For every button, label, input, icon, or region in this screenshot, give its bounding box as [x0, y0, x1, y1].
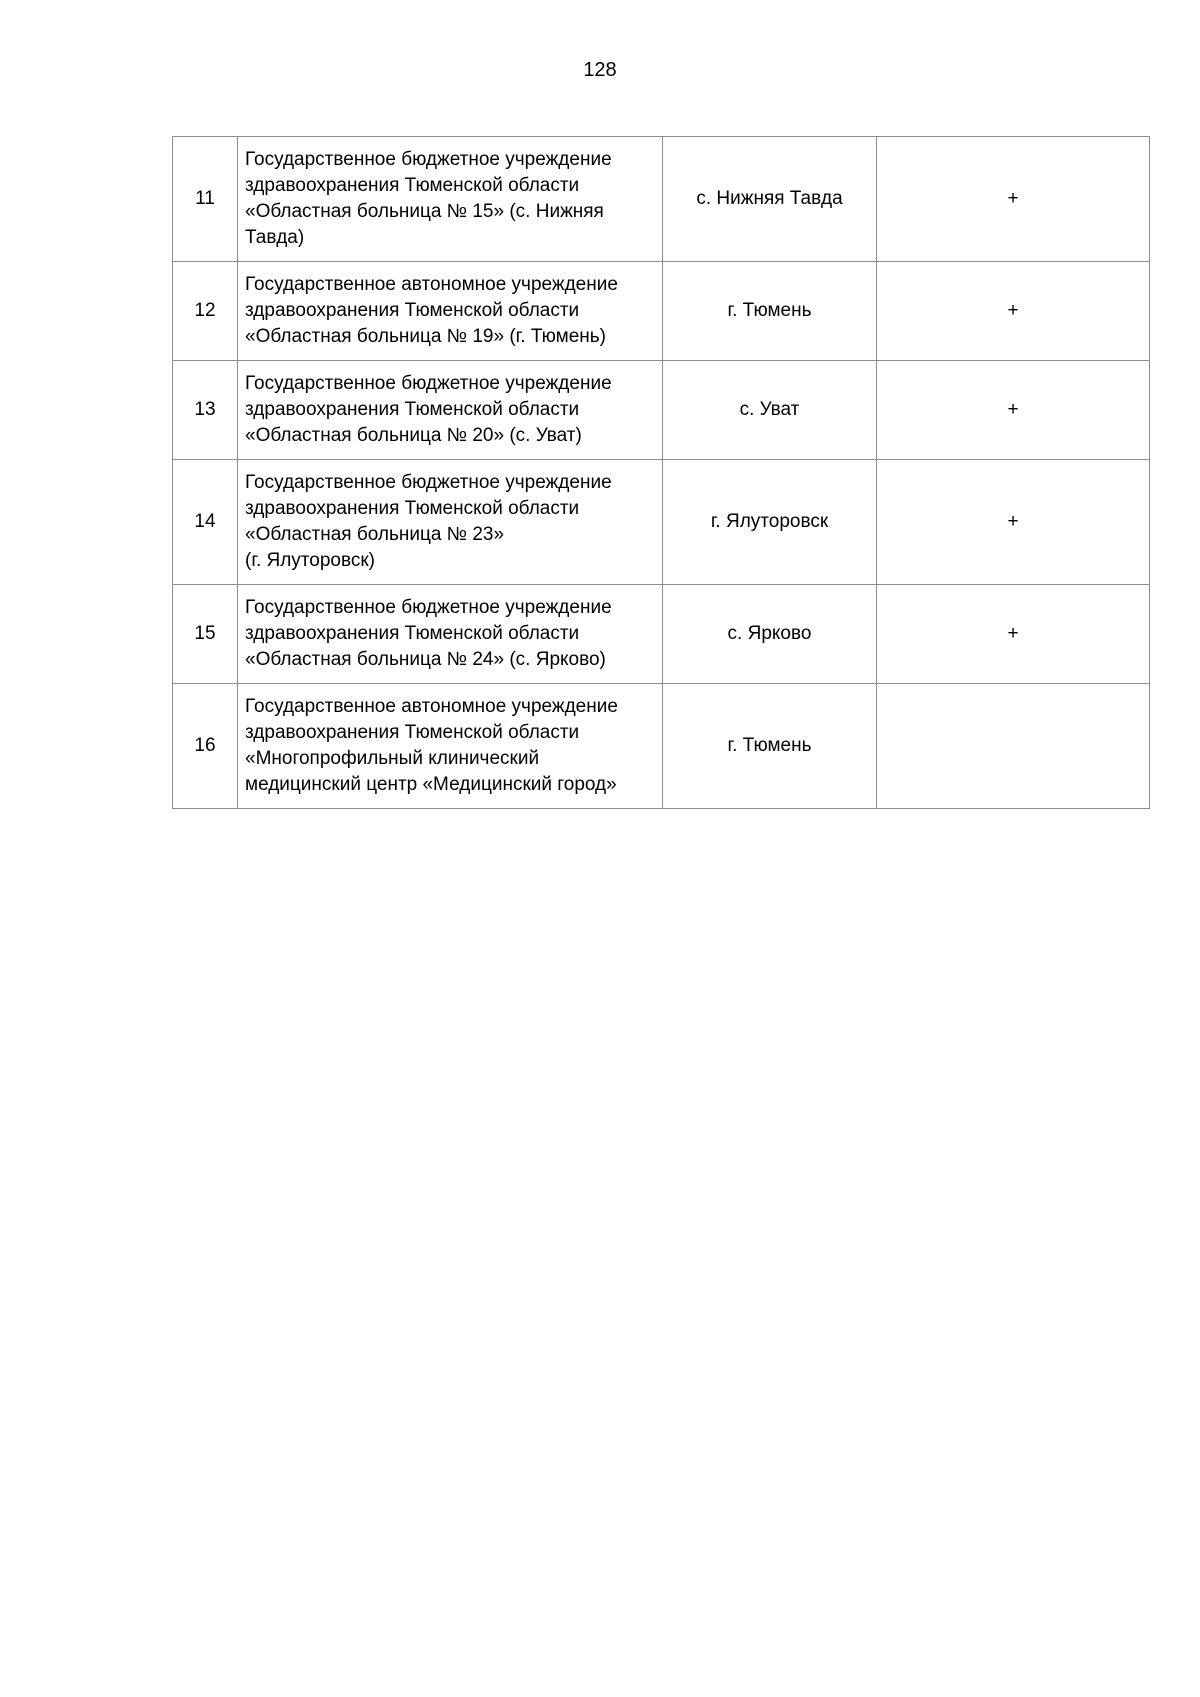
- facilities-table: [172, 136, 1150, 809]
- facility-name-line: Государственное бюджетное учреждение: [245, 597, 612, 618]
- table-row: [173, 361, 1150, 460]
- facility-name-line: Государственное бюджетное учреждение: [245, 373, 612, 394]
- facility-name-line: «Областная больница № 20» (с. Уват): [245, 425, 582, 446]
- facility-name-line: «Областная больница № 15» (с. Нижняя: [245, 201, 604, 222]
- facility-location: с. Нижняя Тавда: [663, 137, 877, 262]
- facility-name: [238, 585, 663, 684]
- facility-name-line: (г. Ялуторовск): [245, 550, 376, 571]
- facility-name-line: здравоохранения Тюменской области: [245, 175, 580, 196]
- facility-name-line: «Областная больница № 23»: [245, 524, 505, 545]
- table-row: [173, 585, 1150, 684]
- facility-name-line: здравоохранения Тюменской области: [245, 498, 580, 519]
- facility-name-line: здравоохранения Тюменской области: [245, 300, 580, 321]
- row-number: 15: [173, 585, 238, 684]
- facility-mark: +: [877, 585, 1150, 684]
- row-number: 14: [173, 460, 238, 585]
- facility-location: с. Уват: [663, 361, 877, 460]
- table-row: [173, 137, 1150, 262]
- facility-mark: +: [877, 262, 1150, 361]
- facility-mark: +: [877, 460, 1150, 585]
- facility-name: [238, 684, 663, 809]
- facility-name-line: «Областная больница № 19» (г. Тюмень): [245, 326, 606, 347]
- facility-location: г. Ялуторовск: [663, 460, 877, 585]
- facility-name-line: «Многопрофильный клинический: [245, 748, 540, 769]
- row-number: 11: [173, 137, 238, 262]
- table-row: [173, 262, 1150, 361]
- facility-name-line: медицинский центр «Медицинский город»: [245, 774, 617, 795]
- facility-name-line: Государственное автономное учреждение: [245, 274, 618, 295]
- page-number: 128: [583, 59, 617, 81]
- facility-name-line: Тавда): [245, 227, 305, 248]
- facility-mark: [877, 684, 1150, 809]
- facility-name-line: «Областная больница № 24» (с. Ярково): [245, 649, 606, 670]
- facility-name: [238, 361, 663, 460]
- row-number: 13: [173, 361, 238, 460]
- facility-name: [238, 262, 663, 361]
- table-row: [173, 460, 1150, 585]
- row-number: 16: [173, 684, 238, 809]
- facility-mark: +: [877, 361, 1150, 460]
- facility-name-line: Государственное автономное учреждение: [245, 696, 618, 717]
- facility-name-line: Государственное бюджетное учреждение: [245, 472, 612, 493]
- facility-location: г. Тюмень: [663, 262, 877, 361]
- facility-name-line: Государственное бюджетное учреждение: [245, 149, 612, 170]
- facility-mark: +: [877, 137, 1150, 262]
- row-number: 12: [173, 262, 238, 361]
- facility-name-line: здравоохранения Тюменской области: [245, 722, 580, 743]
- facility-location: с. Ярково: [663, 585, 877, 684]
- facility-name: [238, 460, 663, 585]
- facility-name-line: здравоохранения Тюменской области: [245, 623, 580, 644]
- table-row: [173, 684, 1150, 809]
- facility-location: г. Тюмень: [663, 684, 877, 809]
- facility-name-line: здравоохранения Тюменской области: [245, 399, 580, 420]
- facility-name: [238, 137, 663, 262]
